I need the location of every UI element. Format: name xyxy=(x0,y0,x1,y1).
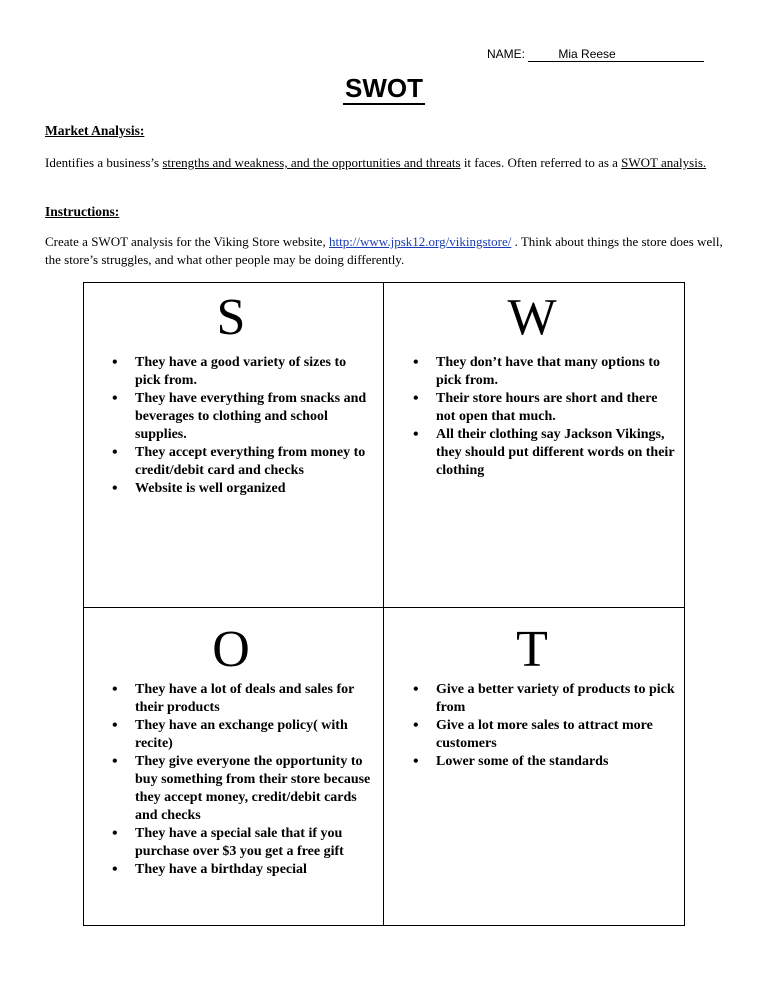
list-item: • They have a birthday special xyxy=(112,861,374,879)
market-analysis-text-1: Identifies a business’s xyxy=(45,155,163,170)
list-item: • They have an exchange policy( with recite) xyxy=(112,717,374,753)
list-item: • Lower some of the standards xyxy=(413,753,675,771)
market-analysis-text-4: SWOT analysis. xyxy=(621,155,707,170)
list-item: • They have everything from snacks and beverages to clothing and school supplies. xyxy=(112,390,374,444)
swot-grid-vertical-divider xyxy=(383,282,384,926)
name-label: NAME: xyxy=(487,47,526,61)
list-item: • Website is well organized xyxy=(112,480,374,498)
list-item: • All their clothing say Jackson Vikings, they should put different words on their clothing xyxy=(413,426,675,480)
instructions-heading: Instructions: xyxy=(45,204,120,219)
viking-store-link[interactable]: http://www.jpsk12.org/vikingstore/ xyxy=(328,234,512,249)
opportunities-letter: O xyxy=(212,621,250,678)
instructions-text-2: . Think about things the store does well, the store’s struggles, and what other people may be doing differently. xyxy=(45,234,723,267)
list-item: • They have a special sale that if you purchase over $3 you get a free gift xyxy=(112,825,374,861)
market-analysis-text-2: strengths and weakness, and the opportunities and threats xyxy=(162,155,461,170)
page-title-text: SWOT xyxy=(345,73,423,103)
list-item: • Give a better variety of products to pick from xyxy=(413,681,675,717)
list-item: • They have a lot of deals and sales for their products xyxy=(112,681,374,717)
threats-list xyxy=(413,681,675,771)
list-item: • They accept everything from money to credit/debit card and checks xyxy=(112,444,374,480)
list-item: • They give everyone the opportunity to buy something from their store because they accept money, credit/debit cards and checks xyxy=(112,753,374,825)
list-item: • Their store hours are short and there not open that much. xyxy=(413,390,675,426)
market-analysis-heading: Market Analysis: xyxy=(45,123,145,138)
list-item: • They have a good variety of sizes to pick from. xyxy=(112,354,374,390)
list-item: • Give a lot more sales to attract more customers xyxy=(413,717,675,753)
weaknesses-letter: W xyxy=(507,289,557,346)
name-field xyxy=(487,47,704,62)
instructions-text-1: Create a SWOT analysis for the Viking Store website, xyxy=(45,234,329,249)
list-item: • They don’t have that many options to pick from. xyxy=(413,354,675,390)
weaknesses-list xyxy=(413,354,675,480)
opportunities-list xyxy=(112,681,374,879)
name-value: Mia Reese xyxy=(528,48,704,62)
market-analysis-text xyxy=(45,154,735,172)
page-title xyxy=(0,70,768,106)
market-analysis-text-3: it faces. Often referred to as a xyxy=(460,155,622,170)
swot-grid-horizontal-divider xyxy=(83,607,685,608)
strengths-list xyxy=(112,354,374,498)
threats-letter: T xyxy=(516,621,548,678)
strengths-letter: S xyxy=(216,289,246,346)
instructions-text xyxy=(45,233,735,269)
